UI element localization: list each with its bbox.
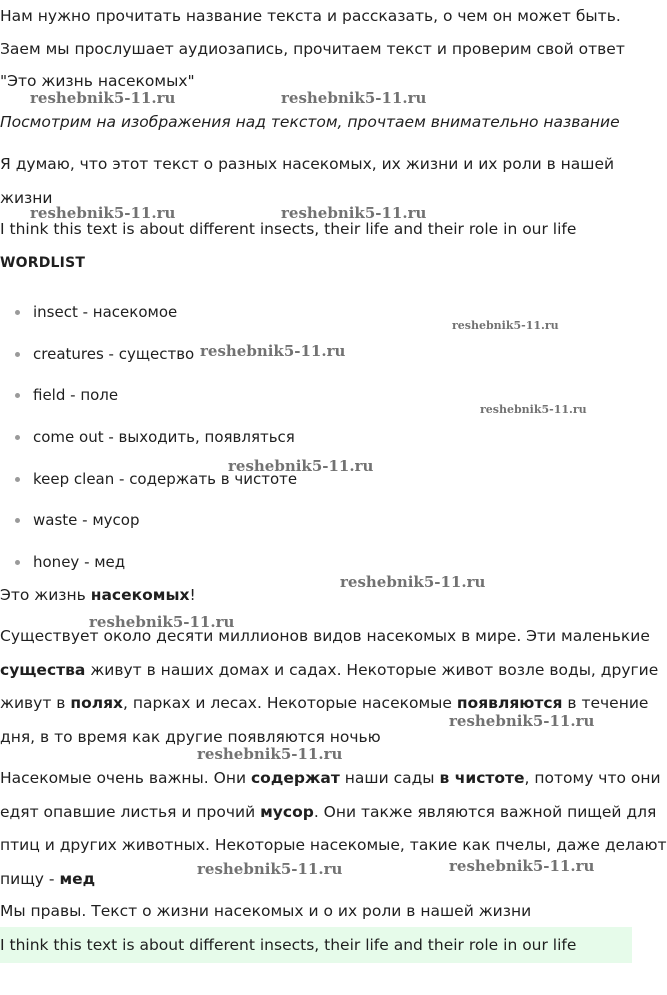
instruction-line: Посмотрим на изображения над текстом, прочтаем внимательно название [0,113,620,131]
reading-title-prefix: Это жизнь [0,586,91,604]
text-span: , парках и лесах. Некоторые насекомые [123,694,457,712]
conclusion-line: Мы правы. Текст о жизни насекомых и о их роли в нашей жизни [0,902,532,920]
bullet-icon [15,310,20,315]
watermark: reshebnik5-11.ru [449,712,595,730]
intro-line-2: Заем мы прослушает аудиозапись, прочитаем текст и проверим свой ответ [0,40,625,58]
bold-word: в чистоте [439,769,525,787]
watermark: reshebnik5-11.ru [197,860,343,878]
wordlist-item: keep clean - содержать в чистоте [33,469,298,488]
bullet-icon [15,435,20,440]
answer-highlight: I think this text is about different insects, their life and their role in our life [0,927,632,963]
text-span: наши сады [339,769,440,787]
bold-word: мед [59,870,96,888]
watermark: reshebnik5-11.ru [281,204,427,222]
text-title-quote: "Это жизнь насекомых" [0,72,195,90]
wordlist-item: creatures - существо [33,344,195,363]
wordlist-item: come out - выходить, появляться [33,428,295,447]
bullet-icon [15,352,20,357]
wordlist-item: field - поле [33,386,119,405]
guess-line-1: Я думаю, что этот текст о разных насекомых, их жизни и их роли в нашей [0,155,615,173]
watermark: reshebnik5-11.ru [30,204,176,222]
list-item [0,296,297,338]
bold-word: мусор [260,803,314,821]
reading-title-bold: насекомых [90,586,190,604]
watermark: reshebnik5-11.ru [281,89,427,107]
watermark: reshebnik5-11.ru [197,745,343,763]
text-span: . Они также являются важной пищей для [313,803,657,821]
watermark: reshebnik5-11.ru [200,342,346,360]
bullet-icon [15,518,20,523]
reading-title-suffix: ! [189,586,196,604]
text-span: пищу - [0,870,60,888]
watermark: reshebnik5-11.ru [449,857,595,875]
watermark: reshebnik5-11.ru [340,573,486,591]
wordlist-item: waste - мусор [33,511,140,530]
paragraph-1-line-1: Существует около десяти миллионов видов насекомых в мире. Эти маленькие [0,627,650,645]
watermark: reshebnik5-11.ru [228,457,374,475]
text-span: живут в наших домах и садах. Некоторые живот возле воды, другие [85,661,659,679]
intro-line-1: Нам нужно прочитать название текста и рассказать, о чем он может быть. [0,7,621,25]
watermark: reshebnik5-11.ru [480,403,587,416]
paragraph-2-line-2 [0,796,656,829]
text-span: , потому что они [524,769,661,787]
paragraph-1-line-4: дня, в то время как другие появляются ночью [0,728,381,746]
text-span: Насекомые очень важны. Они [0,769,251,787]
wordlist [0,296,297,588]
paragraph-2-line-4 [0,863,95,896]
bold-word: полях [70,694,124,712]
bold-word: содержат [250,769,340,787]
watermark: reshebnik5-11.ru [452,319,559,332]
watermark: reshebnik5-11.ru [30,89,176,107]
bullet-icon [15,393,20,398]
text-span: едят опавшие листья и прочий [0,803,261,821]
reading-title [0,579,196,612]
list-item [0,379,297,421]
list-item [0,504,297,546]
wordlist-item: insect - насекомое [33,303,178,321]
paragraph-2-line-3: птиц и других животных. Некоторые насекомые, такие как пчелы, даже делают [0,836,667,854]
text-span: живут в [0,694,71,712]
paragraph-1-line-2 [0,654,658,687]
wordlist-item: honey - мед [33,553,126,572]
paragraph-2-line-1 [0,762,661,795]
wordlist-heading: WORDLIST [0,255,86,271]
text-span: в течение [562,694,649,712]
guess-line-2: жизни [0,189,53,207]
bold-word: появляются [456,694,563,712]
bold-word: существа [0,661,86,679]
bullet-icon [15,477,20,482]
watermark: reshebnik5-11.ru [89,613,235,631]
guess-english: I think this text is about different insects, their life and their role in our life [0,220,577,238]
bullet-icon [15,560,20,565]
